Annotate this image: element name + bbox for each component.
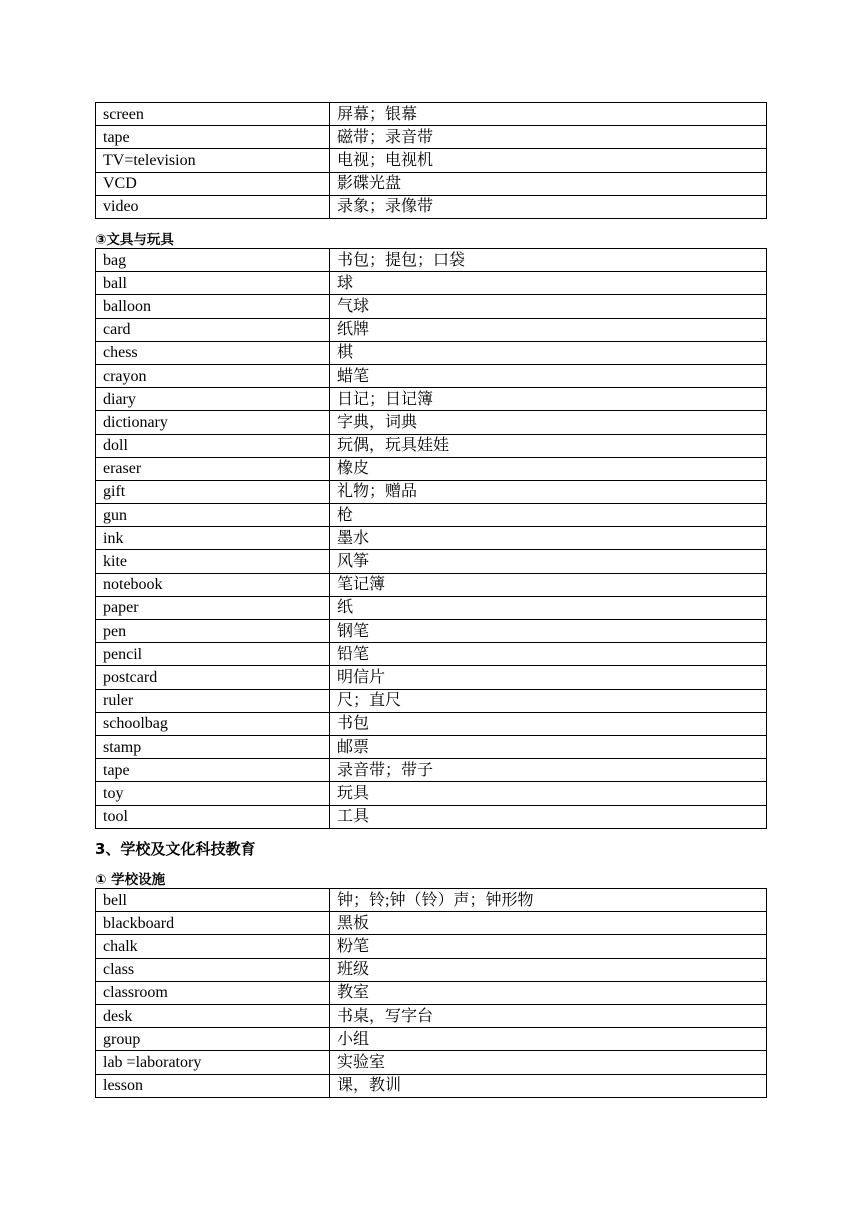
chinese-meaning: 礼物；赠品 [330, 480, 767, 503]
table-row [96, 103, 767, 126]
table-row [96, 504, 767, 527]
chinese-meaning: 屏幕；银幕 [330, 103, 767, 126]
chinese-meaning: 字典，词典 [330, 411, 767, 434]
english-word: classroom [96, 981, 330, 1004]
chinese-meaning: 录象；录像带 [330, 195, 767, 218]
english-word: video [96, 195, 330, 218]
table-row [96, 620, 767, 643]
english-word: paper [96, 596, 330, 619]
table-row [96, 318, 767, 341]
english-word: stamp [96, 735, 330, 758]
chinese-meaning: 橡皮 [330, 457, 767, 480]
english-word: balloon [96, 295, 330, 318]
table-row [96, 912, 767, 935]
table-row [96, 573, 767, 596]
english-word: crayon [96, 364, 330, 387]
table-row [96, 935, 767, 958]
table-row [96, 388, 767, 411]
english-word: eraser [96, 457, 330, 480]
table-row [96, 295, 767, 318]
english-word: VCD [96, 172, 330, 195]
english-word: pencil [96, 643, 330, 666]
chinese-meaning: 明信片 [330, 666, 767, 689]
english-word: blackboard [96, 912, 330, 935]
chapter-heading-school-education: 3、学校及文化科技教育 [95, 840, 256, 858]
english-word: tool [96, 805, 330, 828]
table-row [96, 341, 767, 364]
table-row [96, 126, 767, 149]
table-row [96, 172, 767, 195]
english-word: gift [96, 480, 330, 503]
vocab-table-school-facilities [95, 888, 767, 1098]
english-word: screen [96, 103, 330, 126]
chinese-meaning: 影碟光盘 [330, 172, 767, 195]
chinese-meaning: 墨水 [330, 527, 767, 550]
chinese-meaning: 笔记簿 [330, 573, 767, 596]
chinese-meaning: 实验室 [330, 1051, 767, 1074]
section-heading-school-facilities: ① 学校设施 [95, 872, 166, 888]
table-row [96, 195, 767, 218]
table-row [96, 958, 767, 981]
chinese-meaning: 书包 [330, 712, 767, 735]
section-heading-stationery-toys: ③文具与玩具 [95, 232, 174, 248]
chinese-meaning: 纸 [330, 596, 767, 619]
english-word: chalk [96, 935, 330, 958]
english-word: chess [96, 341, 330, 364]
english-word: bell [96, 889, 330, 912]
english-word: ink [96, 527, 330, 550]
chinese-meaning: 书桌，写字台 [330, 1004, 767, 1027]
vocab-table-stationery-toys [95, 248, 767, 829]
english-word: desk [96, 1004, 330, 1027]
table-row [96, 411, 767, 434]
chinese-meaning: 玩偶，玩具娃娃 [330, 434, 767, 457]
chinese-meaning: 钟；铃;钟（铃）声；钟形物 [330, 889, 767, 912]
chinese-meaning: 课，教训 [330, 1074, 767, 1097]
chinese-meaning: 纸牌 [330, 318, 767, 341]
chinese-meaning: 班级 [330, 958, 767, 981]
table-row [96, 689, 767, 712]
chinese-meaning: 小组 [330, 1028, 767, 1051]
chinese-meaning: 棋 [330, 341, 767, 364]
english-word: diary [96, 388, 330, 411]
english-word: class [96, 958, 330, 981]
chinese-meaning: 粉笔 [330, 935, 767, 958]
table-row [96, 889, 767, 912]
table-row [96, 1074, 767, 1097]
chinese-meaning: 书包；提包；口袋 [330, 249, 767, 272]
table-row [96, 1028, 767, 1051]
english-word: bag [96, 249, 330, 272]
english-word: tape [96, 759, 330, 782]
english-word: lab =laboratory [96, 1051, 330, 1074]
chinese-meaning: 蜡笔 [330, 364, 767, 387]
table-row [96, 643, 767, 666]
chinese-meaning: 磁带；录音带 [330, 126, 767, 149]
english-word: toy [96, 782, 330, 805]
table-row [96, 1004, 767, 1027]
table-row [96, 782, 767, 805]
english-word: schoolbag [96, 712, 330, 735]
english-word: notebook [96, 573, 330, 596]
english-word: dictionary [96, 411, 330, 434]
english-word: card [96, 318, 330, 341]
vocab-table-media [95, 102, 767, 219]
chinese-meaning: 气球 [330, 295, 767, 318]
chinese-meaning: 电视；电视机 [330, 149, 767, 172]
table-row [96, 805, 767, 828]
chinese-meaning: 邮票 [330, 735, 767, 758]
chinese-meaning: 工具 [330, 805, 767, 828]
chinese-meaning: 黑板 [330, 912, 767, 935]
chinese-meaning: 球 [330, 272, 767, 295]
english-word: doll [96, 434, 330, 457]
english-word: ruler [96, 689, 330, 712]
english-word: kite [96, 550, 330, 573]
chinese-meaning: 枪 [330, 504, 767, 527]
table-row [96, 249, 767, 272]
table-row [96, 434, 767, 457]
chinese-meaning: 教室 [330, 981, 767, 1004]
table-row [96, 527, 767, 550]
table-row [96, 981, 767, 1004]
table-row [96, 666, 767, 689]
table-row [96, 1051, 767, 1074]
english-word: TV=television [96, 149, 330, 172]
chinese-meaning: 风筝 [330, 550, 767, 573]
english-word: gun [96, 504, 330, 527]
chinese-meaning: 录音带；带子 [330, 759, 767, 782]
table-row [96, 272, 767, 295]
english-word: postcard [96, 666, 330, 689]
english-word: ball [96, 272, 330, 295]
chinese-meaning: 铅笔 [330, 643, 767, 666]
table-row [96, 596, 767, 619]
english-word: group [96, 1028, 330, 1051]
chinese-meaning: 日记；日记簿 [330, 388, 767, 411]
english-word: tape [96, 126, 330, 149]
table-row [96, 149, 767, 172]
table-row [96, 735, 767, 758]
table-row [96, 759, 767, 782]
table-row [96, 457, 767, 480]
english-word: lesson [96, 1074, 330, 1097]
table-row [96, 364, 767, 387]
table-row [96, 480, 767, 503]
chinese-meaning: 玩具 [330, 782, 767, 805]
table-row [96, 550, 767, 573]
table-row [96, 712, 767, 735]
chinese-meaning: 尺；直尺 [330, 689, 767, 712]
chinese-meaning: 钢笔 [330, 620, 767, 643]
english-word: pen [96, 620, 330, 643]
